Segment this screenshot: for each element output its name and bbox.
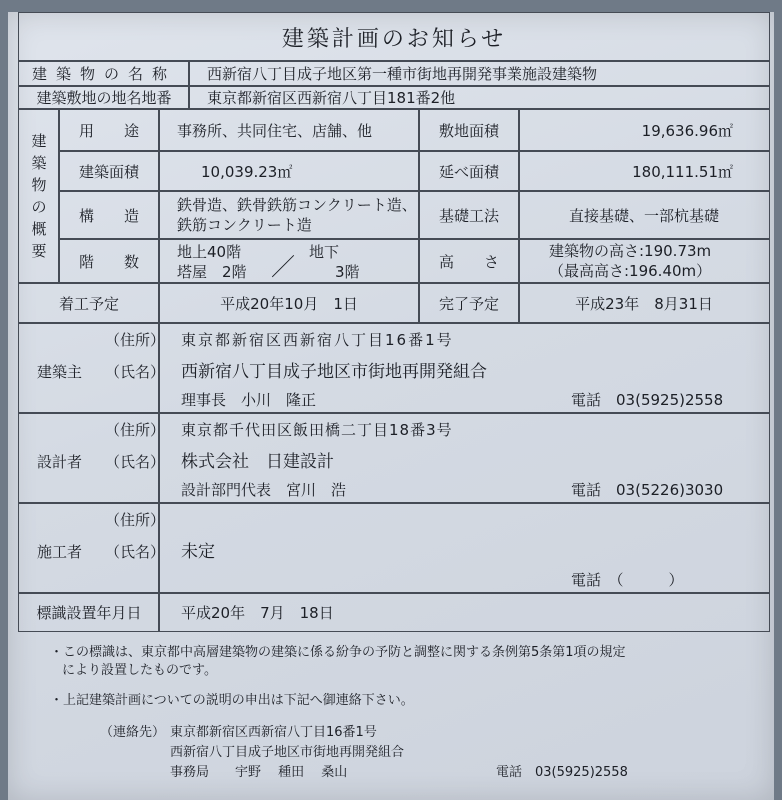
designer-name: 株式会社 日建設計 [181, 452, 334, 472]
foundation-label: 基礎工法 [418, 190, 520, 240]
overview-heading-char: 物 [31, 176, 47, 194]
height-value [518, 238, 770, 284]
owner-name-tag: （氏名） [105, 363, 166, 381]
owner-representative: 理事長 小川 隆正 [181, 391, 317, 409]
structure-value [158, 190, 420, 240]
overview-heading [18, 108, 60, 284]
floor-area-value: 180,111.51㎡ [518, 150, 770, 192]
contractor-value-cell [158, 502, 770, 594]
contact-office: 事務局 宇野 種田 桑山 [170, 765, 348, 780]
floors-penthouse: 塔屋 2階 [177, 263, 247, 281]
designer-phone: 電話 03(5226)3030 [571, 481, 724, 499]
structure-label: 構 造 [58, 190, 160, 240]
contact-organization: 西新宿八丁目成子地区市街地再開発組合 [170, 745, 405, 760]
designer-label: 設計者 [37, 453, 83, 471]
note-1-line-2: により設置したものです。 [62, 663, 217, 678]
building-area-label: 建築面積 [58, 150, 160, 192]
building-name-value: 西新宿八丁目成子地区第一種市街地再開発事業施設建築物 [188, 60, 770, 87]
contractor-address-tag: （住所） [105, 511, 166, 529]
contractor-label-cell [18, 502, 166, 594]
owner-address-tag: （住所） [105, 331, 166, 349]
use-value: 事務所、共同住宅、店舗、他 [158, 108, 420, 152]
owner-name: 西新宿八丁目成子地区市街地再開発組合 [181, 362, 487, 382]
contact-address: 東京都新宿区西新宿八丁目16番1号 [170, 725, 377, 740]
use-label: 用 途 [58, 108, 160, 152]
owner-address: 東京都新宿区西新宿八丁目16番1号 [181, 331, 454, 349]
contractor-phone: 電話 （ ） [571, 571, 684, 589]
designer-label-cell [18, 412, 166, 504]
contact-label: （連絡先） [100, 725, 166, 740]
posting-date-value: 平成20年 7月 18日 [158, 592, 770, 632]
designer-name-tag: （氏名） [105, 453, 166, 471]
floors-label: 階 数 [58, 238, 160, 284]
site-address-value: 東京都新宿区西新宿八丁目181番2他 [188, 85, 770, 110]
overview-heading-char: 築 [31, 154, 47, 172]
height-value-line: 建築物の高さ:190.73m [549, 242, 712, 260]
floors-above: 地上40階 [177, 243, 242, 261]
overview-heading-char: 建 [31, 132, 47, 150]
owner-phone: 電話 03(5925)2558 [571, 391, 724, 409]
owner-value-cell [158, 322, 770, 414]
end-label: 完了予定 [418, 282, 520, 324]
floors-below: 3階 [335, 263, 360, 281]
contractor-name: 未定 [181, 542, 215, 562]
note-2: ・上記建築計画についての説明の申出は下記へ御連絡下さい。 [50, 693, 414, 708]
height-label: 高 さ [418, 238, 520, 284]
contact-phone: 電話 03(5925)2558 [496, 765, 628, 780]
notice-title: 建築計画のお知らせ [18, 12, 770, 62]
overview-heading-char: 概 [31, 220, 47, 238]
site-address-label: 建築敷地の地名地番 [18, 85, 190, 110]
overview-heading-char: の [31, 198, 47, 216]
designer-address-tag: （住所） [105, 421, 166, 439]
building-name-label: 建築物の名称 [18, 60, 190, 87]
designer-value-cell [158, 412, 770, 504]
floor-area-label: 延べ面積 [418, 150, 520, 192]
note-1-line-1: ・この標識は、東京都中高層建築物の建築に係る紛争の予防と調整に関する条例第5条第1項の規定 [50, 645, 626, 660]
posting-date-label: 標識設置年月日 [18, 592, 160, 632]
floors-below-label: 地下 [309, 243, 340, 261]
height-value-line: （最高高さ:196.40m） [549, 262, 712, 280]
owner-label-cell [18, 322, 166, 414]
owner-label: 建築主 [37, 363, 83, 381]
floors-slash: ／ [271, 253, 295, 281]
designer-representative: 設計部門代表 宮川 浩 [181, 481, 347, 499]
notice-table [18, 12, 770, 652]
start-label: 着工予定 [18, 282, 160, 324]
site-area-label: 敷地面積 [418, 108, 520, 152]
contractor-name-tag: （氏名） [105, 543, 166, 561]
foundation-value: 直接基礎、一部杭基礎 [518, 190, 770, 240]
contractor-label: 施工者 [37, 543, 83, 561]
notice-board [8, 12, 774, 800]
end-value: 平成23年 8月31日 [518, 282, 770, 324]
structure-value-line: 鉄筋コンクリート造 [177, 216, 312, 234]
start-value: 平成20年10月 1日 [158, 282, 420, 324]
building-area-value: 10,039.23㎡ [158, 150, 420, 192]
designer-address: 東京都千代田区飯田橋二丁目18番3号 [181, 421, 453, 439]
site-area-value: 19,636.96㎡ [518, 108, 770, 152]
structure-value-line: 鉄骨造、鉄骨鉄筋コンクリート造、 [177, 196, 417, 214]
floors-value [158, 238, 420, 284]
overview-heading-char: 要 [31, 242, 47, 260]
